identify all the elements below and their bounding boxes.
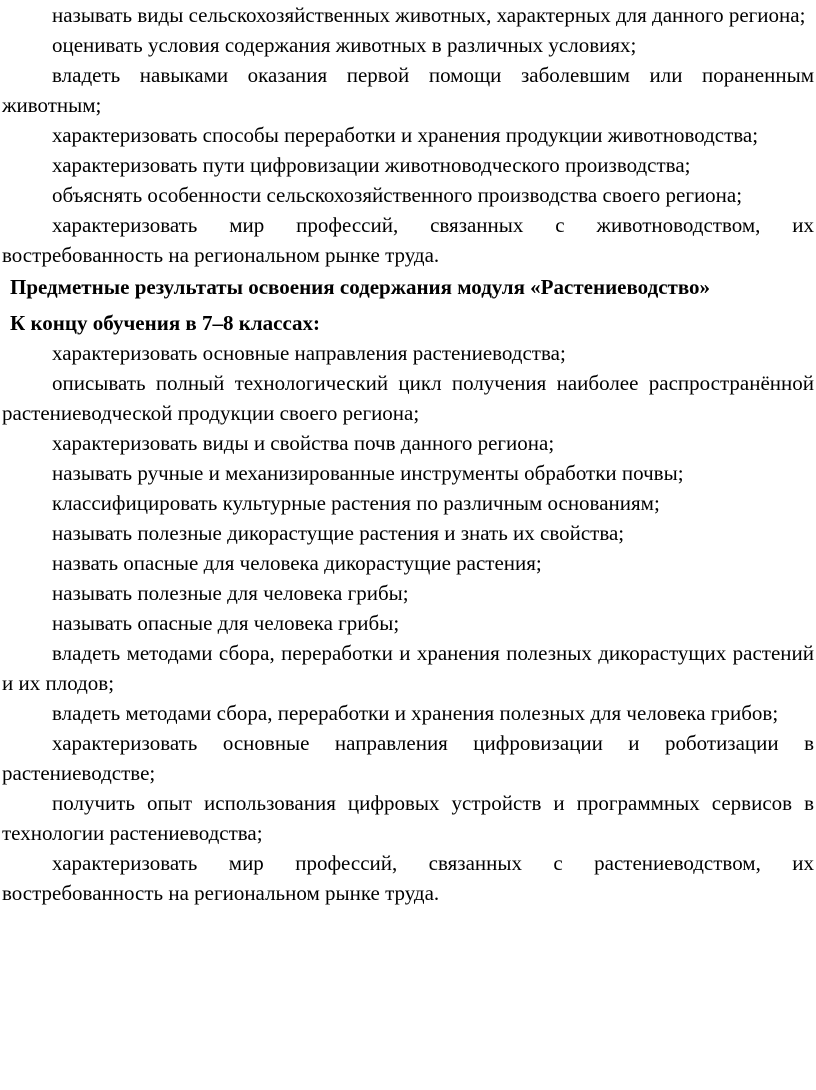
list-item: владеть методами сбора, переработки и хранения полезных дикорастущих растений и их плодов;: [2, 641, 814, 695]
list-item: владеть навыками оказания первой помощи заболевшим или пораненным животным;: [2, 63, 814, 117]
list-item: называть виды сельскохозяйственных животных, характерных для данного региона;: [52, 3, 806, 27]
list-item: характеризовать пути цифровизации животноводческого производства;: [52, 153, 691, 177]
list-item: называть полезные дикорастущие растения и знать их свойства;: [52, 521, 625, 545]
list-item: называть ручные и механизированные инструменты обработки почвы;: [52, 461, 684, 485]
list-item: владеть методами сбора, переработки и хранения полезных для человека грибов;: [52, 701, 779, 725]
list-item: называть опасные для человека грибы;: [52, 611, 400, 635]
list-item: характеризовать виды и свойства почв данного региона;: [52, 431, 555, 455]
list-item: характеризовать мир профессий, связанных с животноводством, их востребованность на региональном рынке труда.: [2, 213, 814, 267]
list-item: классифицировать культурные растения по различным основаниям;: [52, 491, 660, 515]
list-item: характеризовать основные направления растениеводства;: [52, 341, 566, 365]
list-item: характеризовать мир профессий, связанных с растениеводством, их востребованность на региональном рынке труда.: [2, 851, 814, 905]
list-item: характеризовать способы переработки и хранения продукции животноводства;: [52, 123, 759, 147]
list-item: назвать опасные для человека дикорастущие растения;: [52, 551, 542, 575]
list-item: объяснять особенности сельскохозяйственного производства своего региона;: [52, 183, 743, 207]
list-item: получить опыт использования цифровых устройств и программных сервисов в технологии растениеводства;: [2, 791, 814, 845]
list-item: оценивать условия содержания животных в различных условиях;: [52, 33, 637, 57]
grade-subheading: К концу обучения в 7–8 классах:: [10, 311, 321, 335]
list-item: описывать полный технологический цикл получения наиболее распространённой растениеводческой продукции своего региона;: [2, 371, 814, 425]
plant-outcomes-list: [2, 338, 814, 908]
list-item: характеризовать основные направления цифровизации и роботизации в растениеводстве;: [2, 731, 814, 785]
livestock-outcomes-list: [2, 0, 814, 270]
module-heading: Предметные результаты освоения содержания модуля «Растениеводство»: [10, 275, 711, 299]
list-item: называть полезные для человека грибы;: [52, 581, 409, 605]
